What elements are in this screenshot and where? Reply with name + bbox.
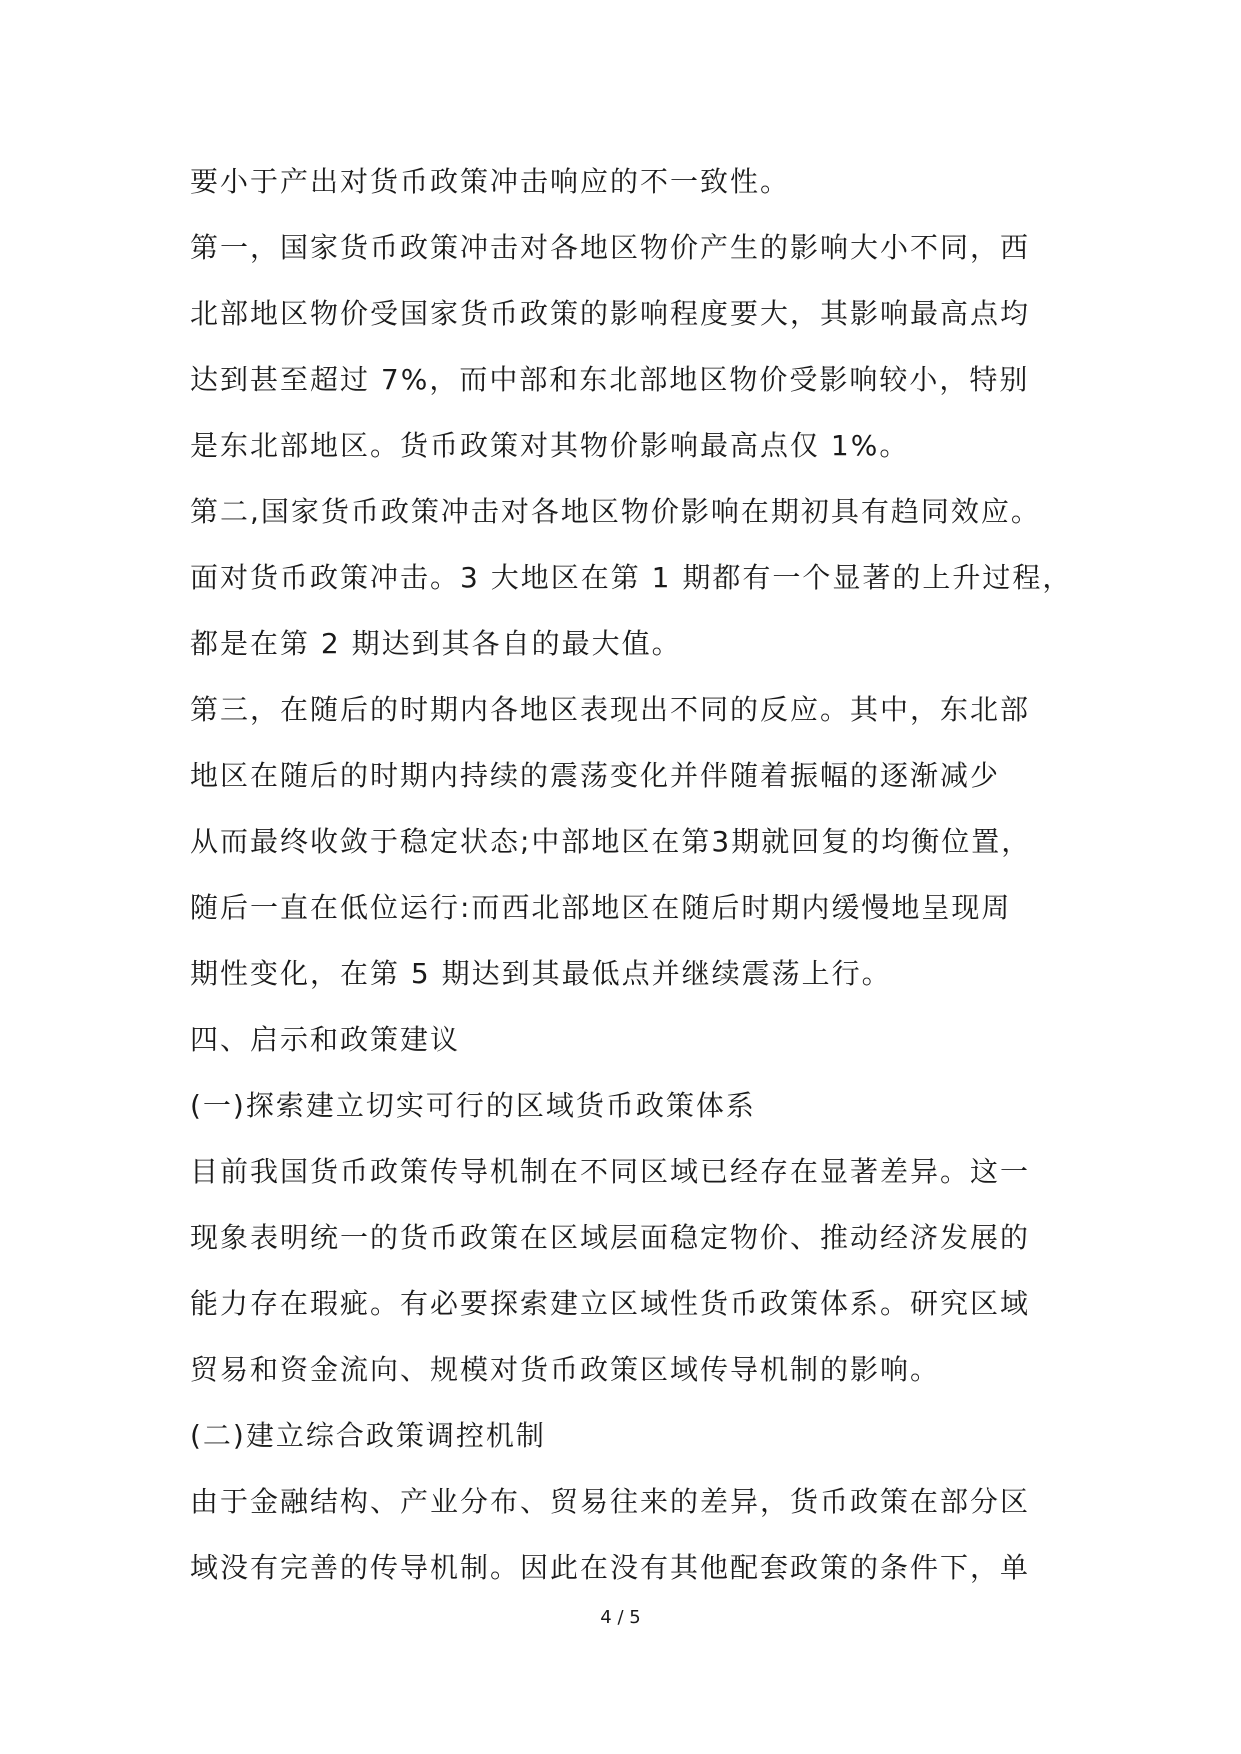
text-line: 是东北部地区。货币政策对其物价影响最高点仅 1%。 bbox=[190, 429, 910, 462]
text-line: 能力存在瑕疵。有必要探索建立区域性货币政策体系。研究区域 bbox=[190, 1287, 1031, 1320]
text-line: 目前我国货币政策传导机制在不同区域已经存在显著差异。这一 bbox=[190, 1155, 1031, 1188]
page-number: 4 / 5 bbox=[600, 1607, 641, 1628]
text-line: 要小于产出对货币政策冲击响应的不一致性。 bbox=[190, 165, 791, 198]
text-line: 随后一直在低位运行:而西北部地区在随后时期内缓慢地呈现周 bbox=[190, 891, 1012, 924]
text-line: 都是在第 2 期达到其各自的最大值。 bbox=[190, 627, 682, 660]
text-line: 贸易和资金流向、规模对货币政策区域传导机制的影响。 bbox=[190, 1353, 941, 1386]
text-line: 从而最终收敛于稳定状态;中部地区在第3期就回复的均衡位置， bbox=[190, 825, 1032, 858]
text-line: 第一，国家货币政策冲击对各地区物价产生的影响大小不同，西 bbox=[190, 231, 1031, 264]
text-line: 北部地区物价受国家货币政策的影响程度要大，其影响最高点均 bbox=[190, 297, 1031, 330]
text-line: 域没有完善的传导机制。因此在没有其他配套政策的条件下，单 bbox=[190, 1551, 1031, 1584]
subsection-heading: (一)探索建立切实可行的区域货币政策体系 bbox=[190, 1089, 756, 1122]
text-line: 现象表明统一的货币政策在区域层面稳定物价、推动经济发展的 bbox=[190, 1221, 1031, 1254]
section-heading: 四、启示和政策建议 bbox=[190, 1023, 461, 1056]
text-line: 达到甚至超过 7%，而中部和东北部地区物价受影响较小，特别 bbox=[190, 363, 1030, 396]
subsection-heading: (二)建立综合政策调控机制 bbox=[190, 1419, 546, 1452]
text-line: 地区在随后的时期内持续的震荡变化并伴随着振幅的逐渐减少 bbox=[190, 759, 1001, 792]
text-line: 面对货币政策冲击。3 大地区在第 1 期都有一个显著的上升过程， bbox=[190, 561, 1073, 594]
text-line: 第三，在随后的时期内各地区表现出不同的反应。其中，东北部 bbox=[190, 693, 1031, 726]
text-line: 由于金融结构、产业分布、贸易往来的差异，货币政策在部分区 bbox=[190, 1485, 1031, 1518]
text-line: 第二,国家货币政策冲击对各地区物价影响在期初具有趋同效应。 bbox=[190, 495, 1041, 528]
text-line: 期性变化，在第 5 期达到其最低点并继续震荡上行。 bbox=[190, 957, 892, 990]
